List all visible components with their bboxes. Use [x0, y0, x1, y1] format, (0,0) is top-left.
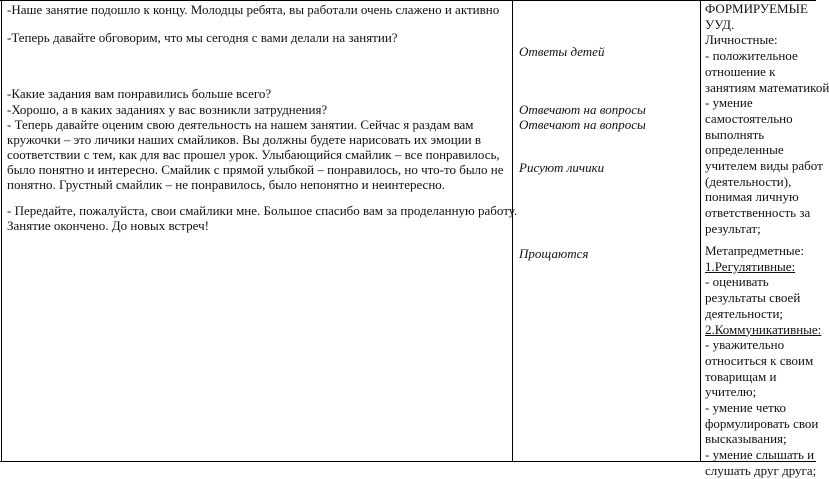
teacher-line-2: -Теперь давайте обговорим, что мы сегодня с вами делали на занятии?	[7, 30, 398, 45]
children-answer-questions-1: Отвечают на вопросы	[519, 102, 646, 117]
uud-communicative-title: 2.Коммуникативные:	[705, 321, 822, 337]
uud-personal-line-11: ответственность за	[705, 205, 811, 221]
teacher-line-8: было понятно и интересно. Смайлик с прямой улыбкой – понравилось, но что-то было не	[7, 162, 504, 177]
uud-personal-line-7: определенные	[705, 142, 784, 158]
uud-heading-1: ФОРМИРУЕМЫЕ	[705, 1, 808, 16]
column-divider-1	[512, 0, 513, 462]
uud-regulative-line-1: - оценивать	[705, 274, 769, 290]
teacher-line-10: - Передайте, пожалуйста, свои смайлики мне. Большое спасибо вам за проделанную работу.	[7, 203, 518, 218]
table-top-border	[0, 0, 816, 1]
uud-communicative-line-4: учителю;	[705, 384, 757, 400]
uud-regulative-title: 1.Регулятивные:	[705, 258, 796, 274]
uud-regulative-line-2: результаты своей	[705, 290, 801, 306]
uud-regulative-line-3: деятельности;	[705, 305, 784, 321]
uud-communicative-line-2: относиться к своим	[705, 352, 814, 368]
uud-communicative-line-1: - уважительно	[705, 337, 785, 353]
table-left-border	[1, 0, 2, 462]
uud-personal-line-6: выполнять	[705, 126, 765, 142]
teacher-line-7: соответствии с тем, как для вас прошел урок. Улыбающийся смайлик – все понравилось,	[7, 147, 500, 162]
uud-personal-line-8: учителем виды работ	[705, 158, 823, 173]
uud-personal-line-4: - умение	[705, 95, 753, 111]
uud-personal-line-5: самостоятельно	[705, 110, 793, 126]
uud-personal-line-2: отношение к	[705, 63, 776, 79]
teacher-line-1: -Наше занятие подошло к концу. Молодцы ребята, вы работали очень слажено и активно	[7, 2, 500, 17]
uud-communicative-line-9: слушать друг друга;	[705, 462, 817, 478]
uud-communicative-line-8: - умение слышать и	[705, 447, 815, 463]
teacher-line-4: -Хорошо, а в каких заданиях у вас возникли затруднения?	[7, 102, 328, 117]
uud-personal-line-1: - положительное	[705, 48, 798, 64]
teacher-line-11: Занятие окончено. До новых встреч!	[7, 218, 209, 233]
uud-personal-line-12: результат;	[705, 220, 761, 236]
teacher-line-5: - Теперь давайте оценим свою деятельность на нашем занятии. Сейчас я раздам вам	[7, 117, 474, 132]
uud-communicative-line-5: - умение четко	[705, 400, 786, 415]
teacher-line-9: понятно. Грустный смайлик – не понравилось, было непонятно и неинтересно.	[7, 177, 446, 192]
uud-communicative-line-6: формулировать свои	[705, 415, 819, 431]
uud-personal-line-10: понимая личную	[705, 189, 799, 205]
table-bottom-border	[0, 461, 816, 462]
teacher-line-3: -Какие задания вам понравились больше всего?	[7, 86, 272, 101]
children-answer-questions-2: Отвечают на вопросы	[519, 117, 646, 132]
uud-communicative-line-3: товарищам и	[705, 368, 777, 384]
uud-heading-2: УУД.	[705, 16, 735, 32]
uud-communicative-line-7: высказывания;	[705, 431, 787, 447]
children-draw-faces: Рисуют личики	[519, 160, 605, 175]
uud-personal-line-3: занятиям математикой	[705, 79, 829, 95]
uud-meta-title: Метапредметные:	[705, 243, 805, 258]
uud-personal-line-9: (деятельности),	[705, 173, 792, 189]
uud-personal-title: Личностные:	[705, 32, 778, 48]
children-say-goodbye: Прощаются	[519, 246, 589, 261]
children-answers: Ответы детей	[519, 44, 605, 59]
column-divider-2	[700, 0, 701, 462]
teacher-line-6: кружочки – это личики наших смайликов. Вы должны будете нарисовать их эмоции в	[7, 132, 481, 147]
